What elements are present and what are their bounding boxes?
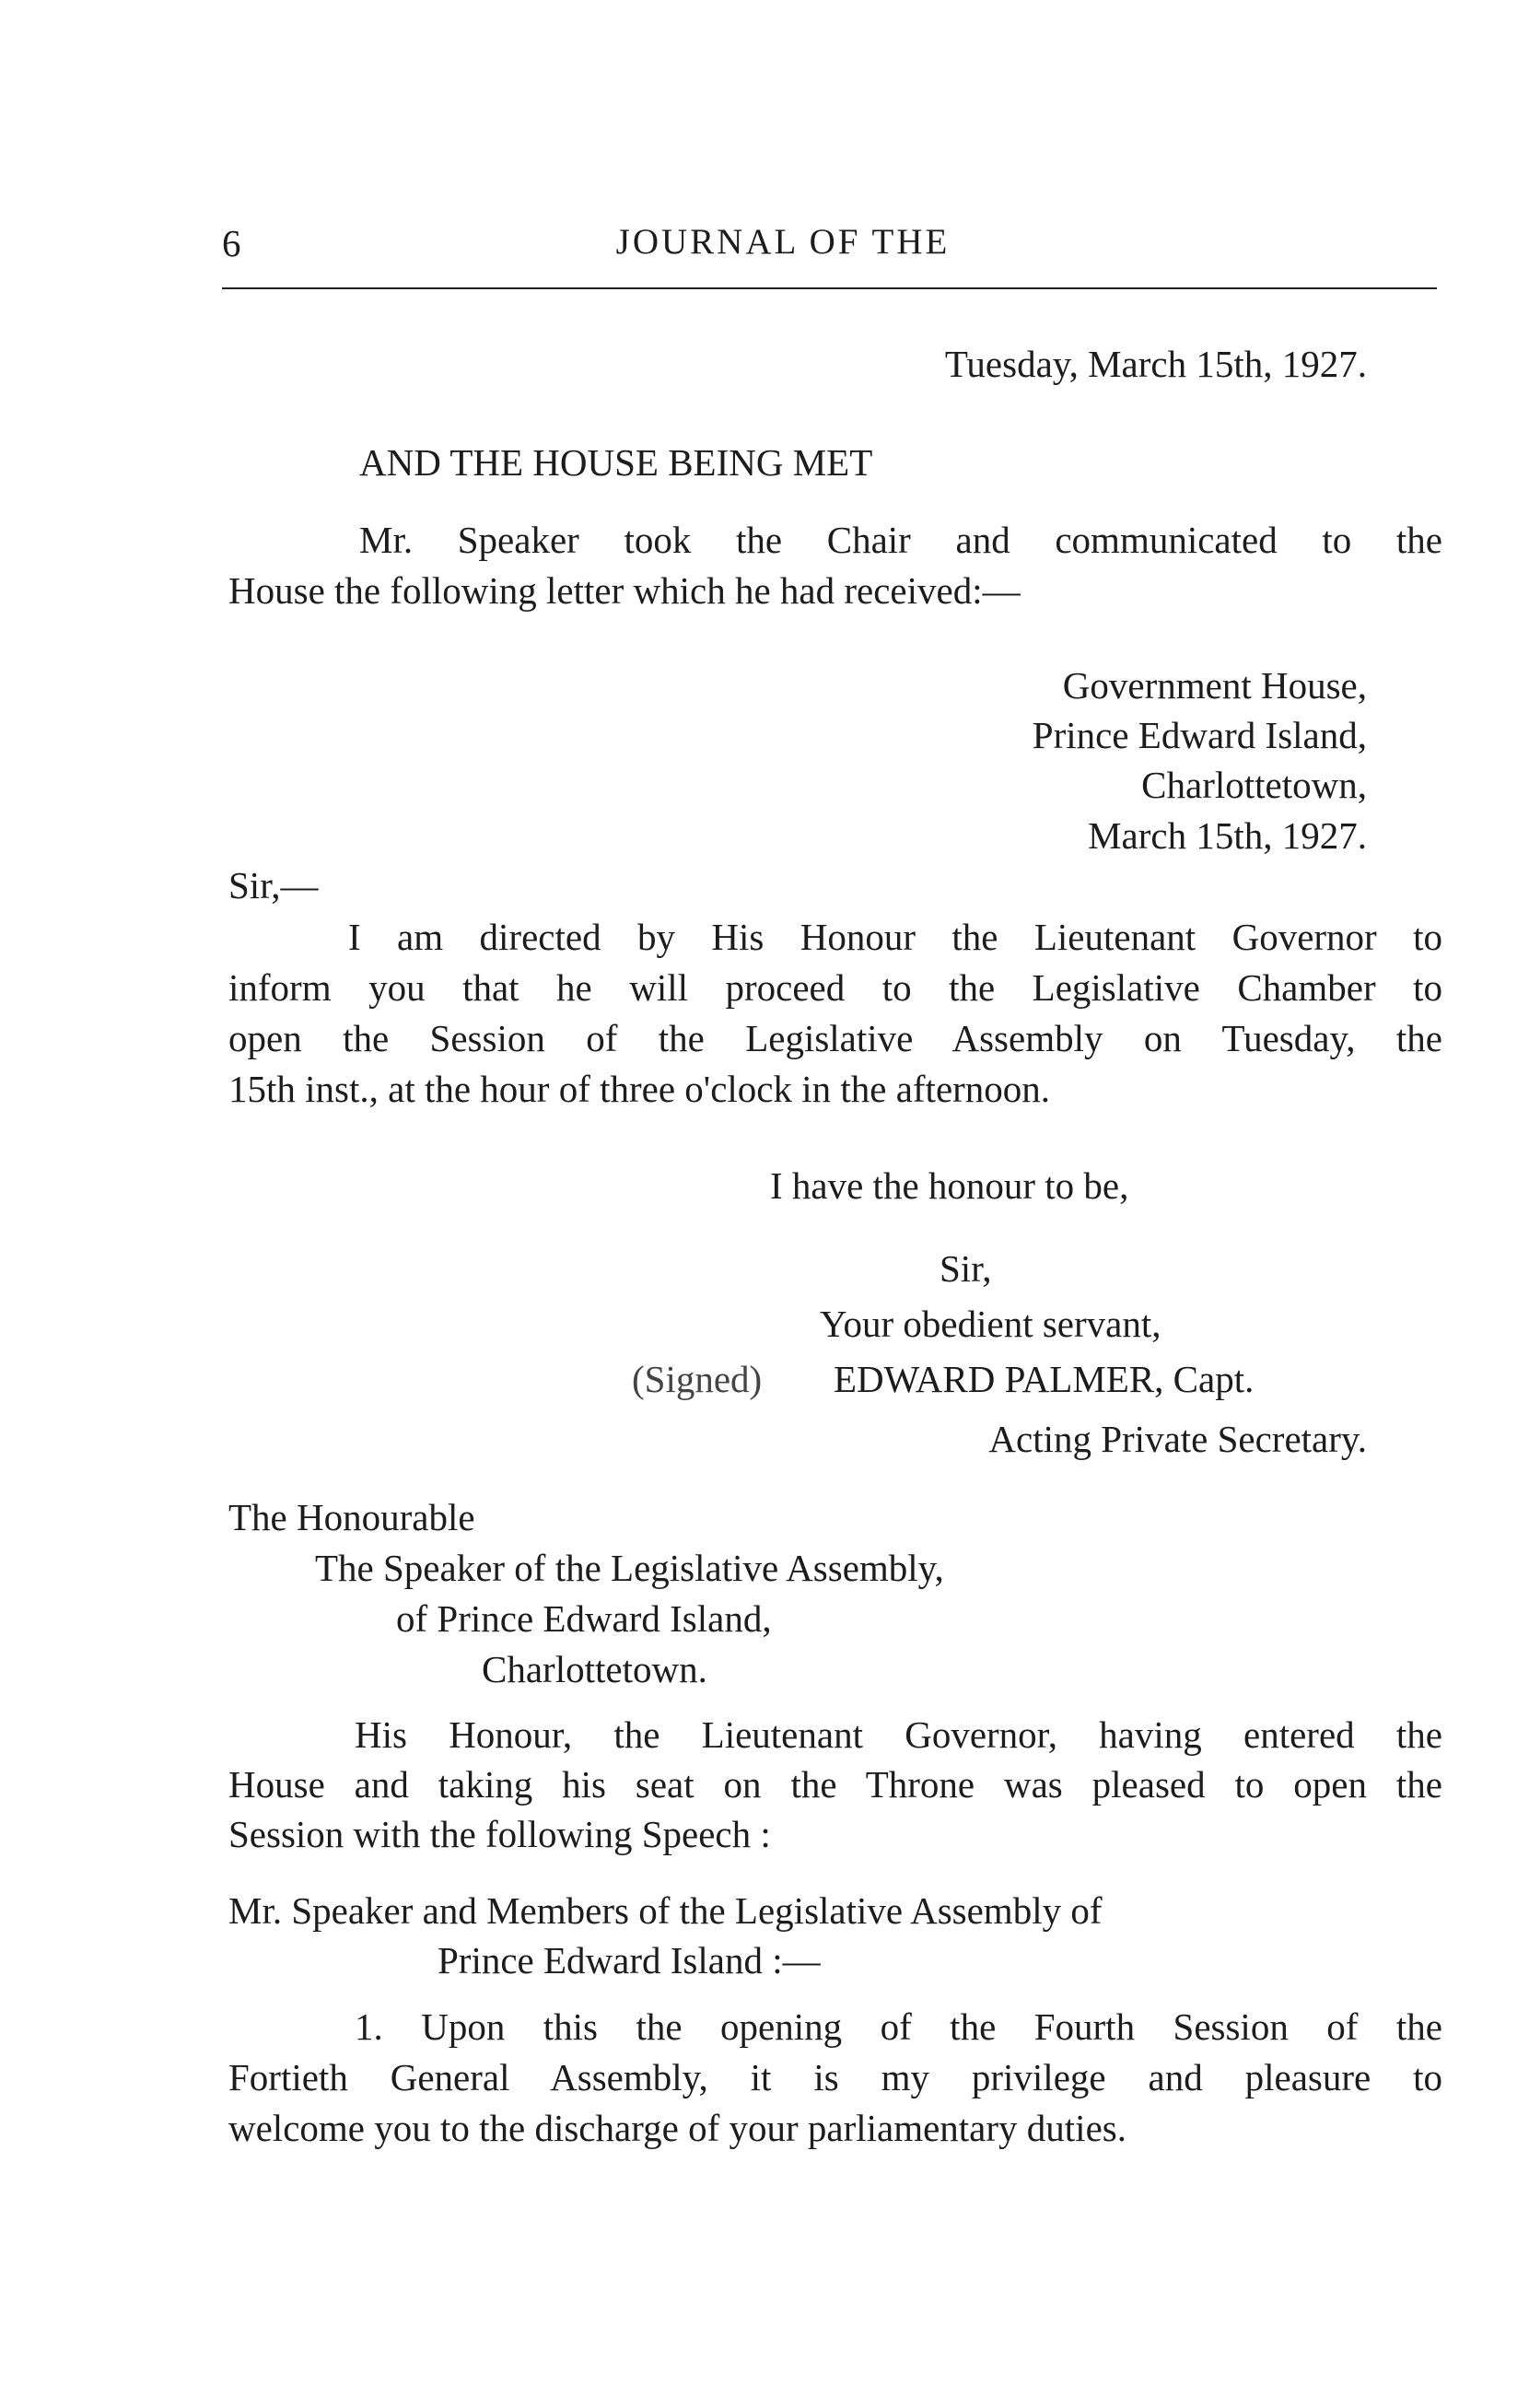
section-heading: AND THE HOUSE BEING MET	[359, 441, 873, 484]
address-line: Charlottetown,	[1141, 764, 1367, 806]
speech-address-line: Mr. Speaker and Members of the Legislative Assembly of	[228, 1889, 1103, 1932]
throne-line: His Honour, the Lieutenant Governor, having entered the	[355, 1713, 1442, 1756]
throne-line: House and taking his seat on the Throne was pleased to open the	[228, 1763, 1442, 1806]
running-title: JOURNAL OF THE	[615, 222, 951, 262]
speech-line: Fortieth General Assembly, it is my privilege and pleasure to	[228, 2056, 1442, 2098]
date-line: Tuesday, March 15th, 1927.	[944, 343, 1367, 385]
closing-line: I have the honour to be,	[770, 1164, 1129, 1207]
address-date: March 15th, 1927.	[1088, 814, 1367, 857]
throne-line: Session with the following Speech :	[228, 1813, 771, 1855]
letter-body-line: open the Session of the Legislative Assembly on Tuesday, the	[228, 1017, 1442, 1059]
signed-note: (Signed)	[632, 1358, 763, 1400]
speech-line: 1. Upon this the opening of the Fourth Session of the	[355, 2005, 1442, 2048]
letter-body-line: inform you that he will proceed to the Legislative Chamber to	[228, 966, 1442, 1009]
address-line: Government House,	[1062, 664, 1367, 707]
address-line: Prince Edward Island,	[1032, 714, 1367, 756]
letter-body-line: 15th inst., at the hour of three o'clock in the afternoon.	[228, 1068, 1051, 1110]
recipient-line: of Prince Edward Island,	[396, 1597, 772, 1640]
intro-line: House the following letter which he had received:—	[228, 569, 1021, 612]
speech-line: welcome you to the discharge of your parliamentary duties.	[228, 2107, 1126, 2149]
recipient-line: Charlottetown.	[482, 1648, 707, 1690]
page-number: 6	[222, 222, 241, 264]
intro-line: Mr. Speaker took the Chair and communicated to the	[359, 519, 1442, 561]
letter-body-line: I am directed by His Honour the Lieutenant Governor to	[348, 916, 1442, 958]
salutation: Sir,—	[228, 864, 319, 906]
signatory-title: Acting Private Secretary.	[988, 1418, 1367, 1460]
recipient-line: The Speaker of the Legislative Assembly,	[315, 1547, 944, 1589]
closing-line: Your obedient servant,	[820, 1303, 1161, 1345]
closing-sir: Sir,	[940, 1247, 992, 1290]
header-rule	[222, 287, 1437, 289]
signatory-name: EDWARD PALMER, Capt.	[834, 1358, 1255, 1400]
recipient-line: The Honourable	[228, 1496, 475, 1538]
speech-address-line: Prince Edward Island :—	[438, 1939, 821, 1981]
